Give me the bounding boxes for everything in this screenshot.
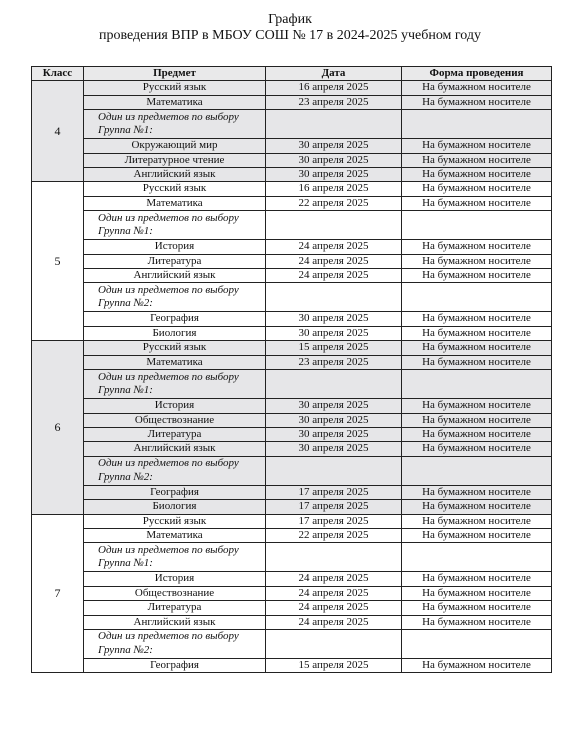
form-cell: На бумажном носителе [402,442,552,456]
date-cell: 30 апреля 2025 [266,442,402,456]
form-cell: На бумажном носителе [402,355,552,369]
document-header [0,12,580,44]
date-cell: 24 апреля 2025 [266,240,402,254]
subject-cell: Литературное чтение [84,153,266,167]
form-cell: На бумажном носителе [402,95,552,109]
table-row [32,615,552,629]
subject-cell: История [84,240,266,254]
subject-cell: Окружающий мир [84,139,266,153]
grade-group-4 [32,81,552,182]
table-row [32,572,552,586]
date-cell: 22 апреля 2025 [266,196,402,210]
empty-date-cell [266,110,402,139]
subject-cell: Русский язык [84,81,266,95]
empty-date-cell [266,283,402,312]
date-cell: 24 апреля 2025 [266,586,402,600]
header-row [32,67,552,81]
table-row [32,601,552,615]
subject-cell: География [84,312,266,326]
column-header-date: Дата [266,67,402,81]
subject-cell: Биология [84,500,266,514]
empty-form-cell [402,456,552,485]
table-row [32,326,552,340]
form-cell: На бумажном носителе [402,601,552,615]
class-cell: 4 [32,81,84,182]
date-cell: 24 апреля 2025 [266,254,402,268]
date-cell: 30 апреля 2025 [266,427,402,441]
table-row [32,312,552,326]
group-choice-row [32,543,552,572]
form-cell: На бумажном носителе [402,500,552,514]
table-row [32,95,552,109]
table-header [32,67,552,81]
date-cell: 30 апреля 2025 [266,413,402,427]
table-row [32,442,552,456]
form-cell: На бумажном носителе [402,81,552,95]
group-choice-row [32,629,552,658]
subject-cell: Математика [84,95,266,109]
subject-cell: История [84,399,266,413]
form-cell: На бумажном носителе [402,312,552,326]
date-cell: 24 апреля 2025 [266,269,402,283]
form-cell: На бумажном носителе [402,153,552,167]
subject-cell: Математика [84,196,266,210]
date-cell: 16 апреля 2025 [266,182,402,196]
subject-cell: Английский язык [84,269,266,283]
form-cell: На бумажном носителе [402,586,552,600]
table-row [32,139,552,153]
table-row [32,528,552,542]
group-choice-label: Один из предметов по выбору Группа №2: [84,456,266,485]
form-cell: На бумажном носителе [402,413,552,427]
form-cell: На бумажном носителе [402,427,552,441]
table-row [32,168,552,182]
document-title: График [268,12,312,27]
subject-cell: История [84,572,266,586]
form-cell: На бумажном носителе [402,326,552,340]
form-cell: На бумажном носителе [402,254,552,268]
subject-cell: Обществознание [84,413,266,427]
subject-cell: Литература [84,427,266,441]
table-row [32,341,552,355]
grade-group-5 [32,182,552,341]
table-row [32,399,552,413]
date-cell: 30 апреля 2025 [266,326,402,340]
form-cell: На бумажном носителе [402,514,552,528]
form-cell: На бумажном носителе [402,528,552,542]
empty-date-cell [266,543,402,572]
grade-group-7 [32,514,552,673]
form-cell: На бумажном носителе [402,399,552,413]
group-choice-label: Один из предметов по выбору Группа №2: [84,629,266,658]
date-cell: 30 апреля 2025 [266,153,402,167]
subject-cell: Английский язык [84,615,266,629]
date-cell: 22 апреля 2025 [266,528,402,542]
date-cell: 23 апреля 2025 [266,355,402,369]
date-cell: 17 апреля 2025 [266,514,402,528]
subject-cell: Русский язык [84,182,266,196]
subject-cell: Математика [84,528,266,542]
table-row [32,427,552,441]
table-row [32,586,552,600]
empty-form-cell [402,543,552,572]
group-choice-row [32,211,552,240]
class-cell: 5 [32,182,84,341]
empty-form-cell [402,211,552,240]
table-row [32,269,552,283]
group-choice-label: Один из предметов по выбору Группа №1: [84,110,266,139]
date-cell: 16 апреля 2025 [266,81,402,95]
table-row [32,254,552,268]
group-choice-row [32,110,552,139]
empty-form-cell [402,370,552,399]
date-cell: 30 апреля 2025 [266,312,402,326]
form-cell: На бумажном носителе [402,168,552,182]
subject-cell: Английский язык [84,442,266,456]
table-row [32,182,552,196]
form-cell: На бумажном носителе [402,196,552,210]
subject-cell: Обществознание [84,586,266,600]
subject-cell: Русский язык [84,341,266,355]
form-cell: На бумажном носителе [402,485,552,499]
table-row [32,355,552,369]
date-cell: 30 апреля 2025 [266,399,402,413]
date-cell: 17 апреля 2025 [266,485,402,499]
table-row [32,81,552,95]
table-row [32,500,552,514]
date-cell: 17 апреля 2025 [266,500,402,514]
column-header-class: Класс [32,67,84,81]
form-cell: На бумажном носителе [402,658,552,672]
empty-date-cell [266,211,402,240]
form-cell: На бумажном носителе [402,182,552,196]
empty-form-cell [402,629,552,658]
table-row [32,196,552,210]
table-row [32,153,552,167]
date-cell: 24 апреля 2025 [266,601,402,615]
subject-cell: Литература [84,254,266,268]
form-cell: На бумажном носителе [402,269,552,283]
table-row [32,240,552,254]
form-cell: На бумажном носителе [402,572,552,586]
subject-cell: Биология [84,326,266,340]
group-choice-row [32,370,552,399]
group-choice-label: Один из предметов по выбору Группа №1: [84,370,266,399]
form-cell: На бумажном носителе [402,341,552,355]
document-subtitle: проведения ВПР в МБОУ СОШ № 17 в 2024-2025 учебном году [98,28,482,43]
date-cell: 24 апреля 2025 [266,572,402,586]
empty-date-cell [266,370,402,399]
empty-form-cell [402,283,552,312]
empty-form-cell [402,110,552,139]
date-cell: 30 апреля 2025 [266,168,402,182]
class-cell: 6 [32,341,84,514]
column-header-form: Форма проведения [402,67,552,81]
subject-cell: Русский язык [84,514,266,528]
subject-cell: Английский язык [84,168,266,182]
form-cell: На бумажном носителе [402,615,552,629]
group-choice-row [32,283,552,312]
form-cell: На бумажном носителе [402,139,552,153]
group-choice-label: Один из предметов по выбору Группа №2: [84,283,266,312]
subject-cell: География [84,485,266,499]
table-row [32,658,552,672]
subject-cell: Математика [84,355,266,369]
date-cell: 23 апреля 2025 [266,95,402,109]
schedule-table [31,66,552,673]
empty-date-cell [266,629,402,658]
subject-cell: География [84,658,266,672]
table-row [32,413,552,427]
date-cell: 24 апреля 2025 [266,615,402,629]
subject-cell: Литература [84,601,266,615]
table-row [32,485,552,499]
date-cell: 15 апреля 2025 [266,341,402,355]
empty-date-cell [266,456,402,485]
column-header-subject: Предмет [84,67,266,81]
group-choice-row [32,456,552,485]
grade-group-6 [32,341,552,514]
date-cell: 15 апреля 2025 [266,658,402,672]
group-choice-label: Один из предметов по выбору Группа №1: [84,543,266,572]
form-cell: На бумажном носителе [402,240,552,254]
group-choice-label: Один из предметов по выбору Группа №1: [84,211,266,240]
table-row [32,514,552,528]
date-cell: 30 апреля 2025 [266,139,402,153]
class-cell: 7 [32,514,84,673]
